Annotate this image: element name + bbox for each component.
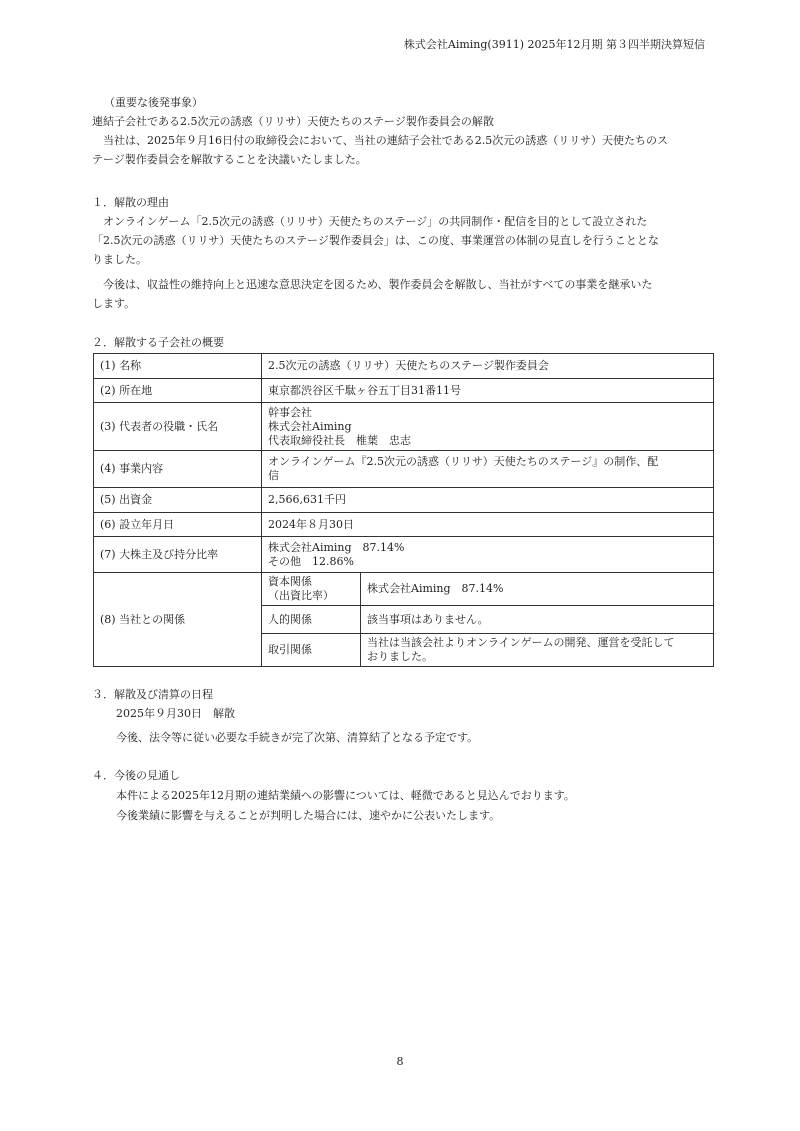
row-value: 2,566,631千円 <box>262 488 714 513</box>
row-label: (6) 設立年月日 <box>94 513 262 537</box>
table-row <box>94 379 714 403</box>
sub-value: 当社は当該会社よりオンラインゲームの開発、運営を受託して おりました。 <box>361 634 714 667</box>
subsidiary-overview-table <box>93 353 714 667</box>
paragraph-line: 本件による2025年12月期の連結業績への影響については、軽微であると見込んでおります。 <box>116 789 575 802</box>
table-row <box>94 354 714 379</box>
row-label: (7) 大株主及び持分比率 <box>94 537 262 573</box>
section-1-title: １．解散の理由 <box>92 196 169 209</box>
row-value: 2.5次元の誘惑（リリサ）天使たちのステージ製作委員会 <box>262 354 714 379</box>
table-row <box>94 451 714 488</box>
row-label: (1) 名称 <box>94 354 262 379</box>
table-row <box>94 573 714 606</box>
paragraph-line: 2025年９月30日 解散 <box>116 707 235 720</box>
paragraph-line: 当社は、2025年９月16日付の取締役会において、当社の連結子会社である2.5次元の誘惑（リリサ）天使たちのス <box>92 134 669 147</box>
table-row <box>94 537 714 573</box>
paragraph-line: 今後は、収益性の維持向上と迅速な意思決定を図るため、製作委員会を解散し、当社がすべての事業を継承いた <box>92 278 653 291</box>
table-row <box>94 403 714 451</box>
paragraph-line: 「2.5次元の誘惑（リリサ）天使たちのステージ製作委員会」は、この度、事業運営の体制の見直しを行うこととな <box>92 234 659 247</box>
row-value: 東京都渋谷区千駄ヶ谷五丁目31番11号 <box>262 379 714 403</box>
page-header: 株式会社Aiming(3911) 2025年12月期 第３四半期決算短信 <box>403 38 705 51</box>
paragraph-line: りました。 <box>92 253 147 266</box>
sub-label: 取引関係 <box>262 634 361 667</box>
sub-value: 該当事項はありません。 <box>361 606 714 634</box>
row-label: (5) 出資金 <box>94 488 262 513</box>
sub-label: 人的関係 <box>262 606 361 634</box>
table-row <box>94 513 714 537</box>
page-number: 8 <box>396 1055 404 1068</box>
row-label: (3) 代表者の役職・氏名 <box>94 403 262 451</box>
paragraph-line: オンラインゲーム「2.5次元の誘惑（リリサ）天使たちのステージ」の共同制作・配信を目的として設立された <box>92 215 648 228</box>
section-heading: （重要な後発事象） <box>104 96 203 109</box>
section-2-title: ２．解散する子会社の概要 <box>92 336 224 349</box>
row-value: オンラインゲーム『2.5次元の誘惑（リリサ）天使たちのステージ』の制作、配 信 <box>262 451 714 488</box>
table-row <box>94 488 714 513</box>
section-4-title: ４．今後の見通し <box>92 769 180 782</box>
sub-value: 株式会社Aiming 87.14% <box>361 573 714 606</box>
paragraph-line: テージ製作委員会を解散することを決議いたしました。 <box>92 153 367 166</box>
document-title: 連結子会社である2.5次元の誘惑（リリサ）天使たちのステージ製作委員会の解散 <box>92 115 494 128</box>
row-value: 幹事会社 株式会社Aiming 代表取締役社長 椎葉 忠志 <box>262 403 714 451</box>
section-3-title: ３．解散及び清算の日程 <box>92 688 213 701</box>
row-label: (4) 事業内容 <box>94 451 262 488</box>
row-value: 株式会社Aiming 87.14% その他 12.86% <box>262 537 714 573</box>
paragraph-line: 今後、法令等に従い必要な手続きが完了次第、清算結了となる予定です。 <box>116 731 479 744</box>
row-value: 2024年８月30日 <box>262 513 714 537</box>
row-label: (2) 所在地 <box>94 379 262 403</box>
paragraph-line: します。 <box>92 297 136 310</box>
row-label: (8) 当社との関係 <box>94 573 262 667</box>
paragraph-line: 今後業績に影響を与えることが判明した場合には、速やかに公表いたします。 <box>116 809 501 822</box>
sub-label: 資本関係 （出資比率） <box>262 573 361 606</box>
